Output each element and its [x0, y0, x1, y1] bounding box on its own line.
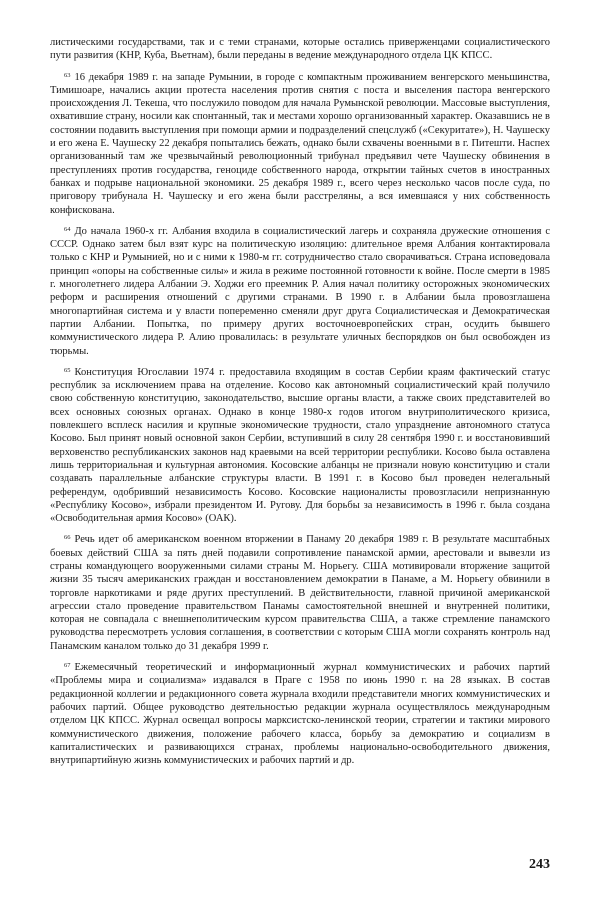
note-number: 67 — [64, 662, 71, 670]
note-number: 66 — [64, 534, 71, 542]
note-number: 63 — [64, 71, 71, 79]
note-continuation — [50, 36, 550, 63]
note-64 — [50, 225, 550, 358]
page-number: 243 — [529, 857, 550, 872]
note-number: 64 — [64, 225, 71, 233]
note-66 — [50, 533, 550, 653]
note-63 — [50, 71, 550, 217]
note-number: 65 — [64, 366, 71, 374]
note-67 — [50, 661, 550, 767]
note-text: Конституция Югославии 1974 г. предоставила входящим в состав Сербии краям фактический статус республик за исключением права на отделение. Косово как автономный социалистический край получило свою собственную конституцию, законодательство, высшие органы власти, а также своих представителей во всех основных союзных органах. Однако в конце 1980-х годов итогом внутриполитического кризиса, повлекшего всплеск насилия и крупные экономические трудности, стало упразднение автономного статуса Косово. Был принят новый основной закон Сербии, вступивший в силу 28 сентября 1990 г. и восстановивший верховенство республиканских законов над краевыми на всей территории республики. Косово была оставлена лишь территориальная и культурная автономия. Косовские албанцы не признали новую конституцию и стали создавать параллельные албанские структуры власти. В 1991 г. в Косово был проведен нелегальный референдум, одобривший независимость Косово. Косовские националисты провозгласили непризнанную «Республику Косово», избрали президентом И. Ругову. Для борьбы за независимость в 1996 г. была создана «Освободительная армия Косово» (ОАК). — [50, 366, 550, 525]
endnotes-column — [50, 36, 550, 775]
note-text: Ежемесячный теоретический и информационный журнал коммунистических и рабочих партий «Проблемы мира и социализма» издавался в Праге с 1958 по июнь 1990 г. на 28 языках. В состав редакционной коллегии и редакционного совета журнала входили представители многих коммунистических и рабочих партий. Общее руководство деятельностью редакции журнала осуществлялось международным отделом ЦК КПСС. Журнал освещал вопросы марксистско-ленинской теории, стратегии и тактики мирового коммунистического движения, положение рабочего класса, борьбу за демократию и социализм в капиталистических и развивающихся странах, проблемы национально-освободительного движения, внутрипартийную жизнь коммунистических и рабочих партий и др. — [50, 662, 550, 767]
note-continuation-text: листическими государствами, так и с теми странами, которые остались приверженцами социалистического пути развития (КНР, Куба, Вьетнам), были переданы в ведение международного отдела ЦК КПСС. — [50, 37, 550, 62]
note-65 — [50, 366, 550, 526]
note-text: 16 декабря 1989 г. на западе Румынии, в городе с компактным проживанием венгерского меньшинства, Тимишоаре, начались акции протеста населения против снятия с поста и выселения пастора венгерского происхождения Л. Текеша, что послужило поводом для начала Румынской революции. Массовые выступления, охватившие страну, носили как спонтанный, так и местами хорошо организованный характер. Оказавшись не в состоянии подавить выступления при помощи армии и подразделений спецслужб («Секуритате»), Н. Чаушеску и его жена Е. Чаушеску 22 декабря попытались бежать, однако были схвачены военными в г. Питешти. Наспех организованный там же чрезвычайный революционный трибунал предъявил чете Чаушеску обвинения в преступлениях против государства, геноциде собственного народа, открытии тайных счетов в иностранных банках и подрыве национальной экономики. 25 декабря 1989 г., всего через несколько часов после суда, по приговору трибунала Н. Чаушеску и его жена были расстреляны, а вся имевшаяся у них собственность конфискована. — [50, 71, 550, 216]
note-text: До начала 1960-х гг. Албания входила в социалистический лагерь и сохраняла дружеские отношения с СССР. Однако затем был взят курс на политическую изоляцию: длительное время Албания контактировала только с КНР и Румынией, но и с ними к 1980-м гг. сотрудничество стало сворачиваться. Страна исповедовала принцип «опоры на собственные силы» и жила в режиме постоянной готовности к войне. После смерти в 1985 г. многолетнего лидера Албании Э. Ходжи его преемник Р. Алия начал политику осторожных экономических реформ и расширения отношений с другими странами. В 1990 г. в Албании была провозглашена многопартийная система и у власти попеременно сменяли друг друга Социалистическая и Демократическая партии Албании. Попытка, по примеру других восточноевропейских стран, осудить бывшего коммунистического лидера Р. Алию провалилась: в результате уличных беспорядков он был освобожден из тюрьмы. — [50, 225, 550, 357]
note-text: Речь идет об американском военном вторжении в Панаму 20 декабря 1989 г. В результате масштабных боевых действий США за пять дней подавили сопротивление панамской армии, арестовали и вывезли из страны командующего вооруженными силами страны М. Норьегу. США мотивировали вторжение защитой жизни 35 тысяч американских граждан и восстановлением демократии в Панаме, а М. Норьегу обвинили в торговле наркотиками и ряде других преступлений. В действительности, главной причиной американской агрессии стало проведение правительством Панамы самостоятельной внешней и внутренней политики, которая не совпадала с внешнеполитическим курсом правительства США, а также стремление панамского руководства пересмотреть условия соглашения, в соответствии с которым США могли сохранять контроль над Панамским каналом только до 31 декабря 1999 г. — [50, 534, 550, 652]
